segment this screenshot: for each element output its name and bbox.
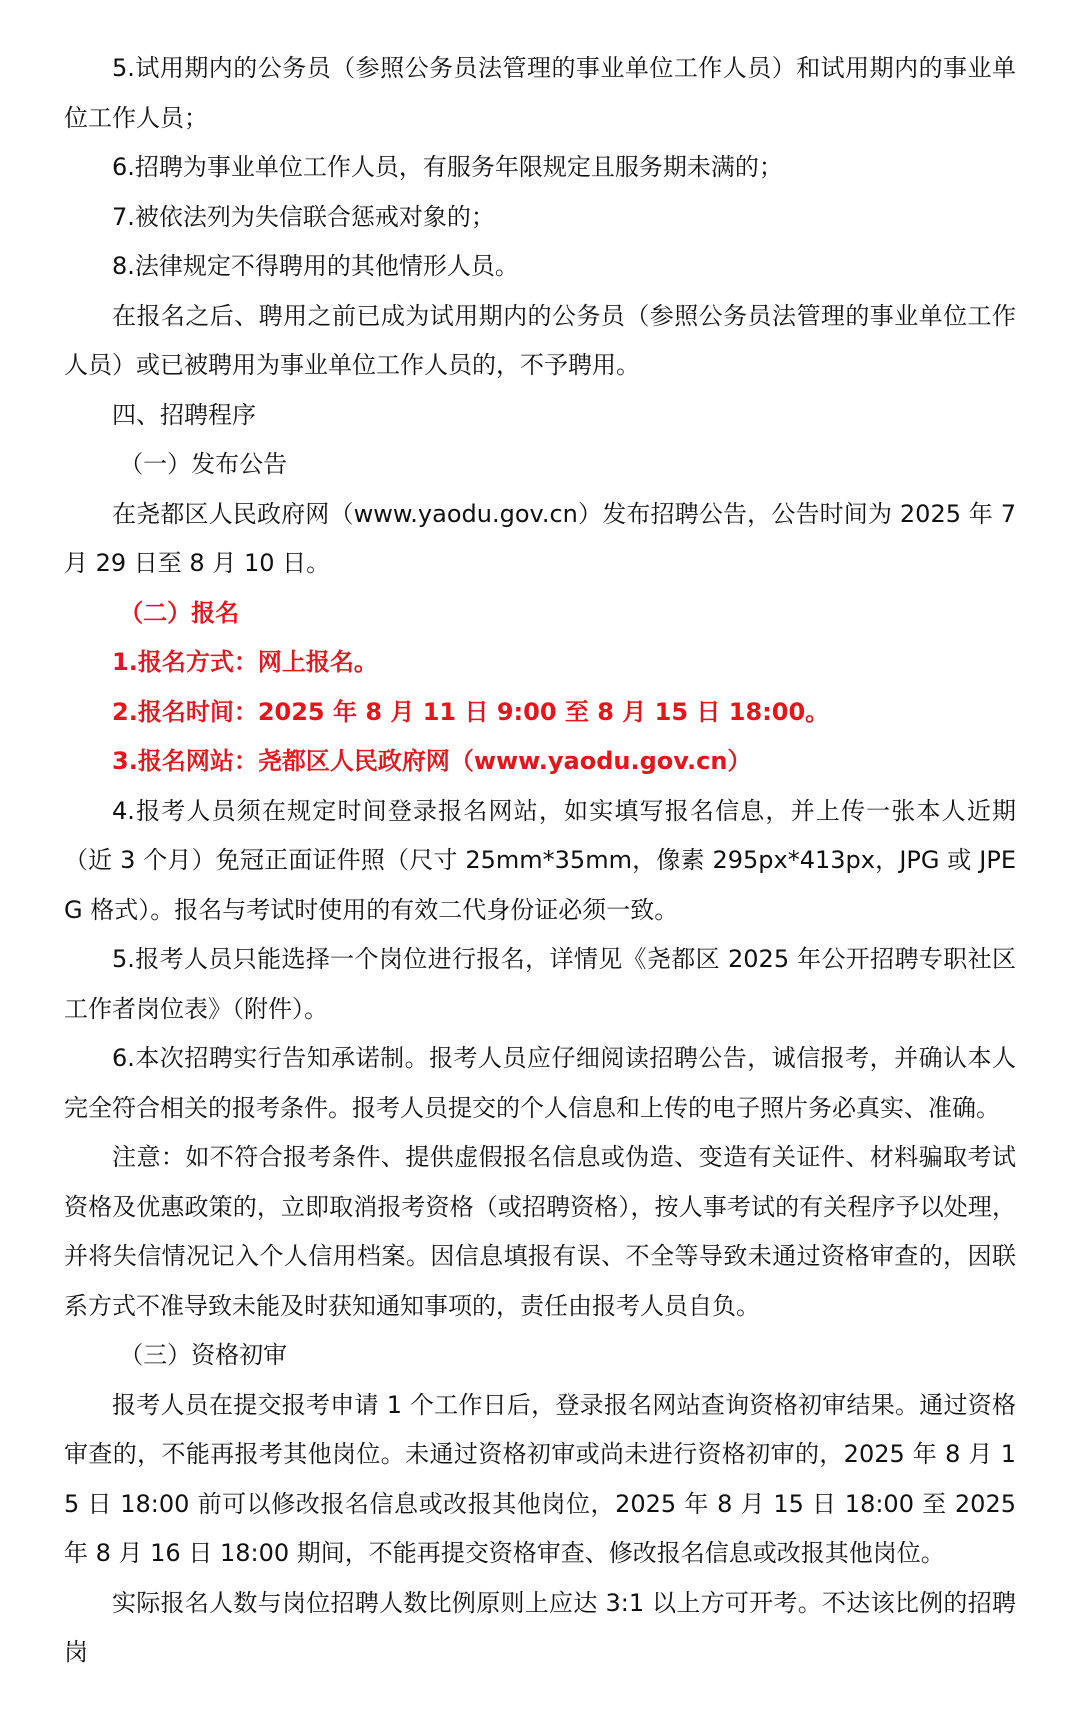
subheading-publish-announcement: （一）发布公告	[119, 450, 288, 478]
paragraph-registration-commitment: 6.本次招聘实行告知承诺制。报考人员应仔细阅读招聘公告，诚信报考，并确认本人完全符合相关的报考条件。报考人员提交的个人信息和上传的电子照片务必真实、准确。	[64, 1044, 1016, 1122]
paragraph-registration-one-post: 5.报考人员只能选择一个岗位进行报名，详情见《尧都区 2025 年公开招聘专职社区工作者岗位表》（附件）。	[64, 945, 1016, 1023]
subheading-qualification-review: （三）资格初审	[119, 1341, 288, 1369]
subheading-registration: （二）报名	[119, 598, 240, 627]
paragraph-applicant-ratio: 实际报名人数与岗位招聘人数比例原则上应达 3:1 以上方可开考。不达该比例的招聘岗	[64, 1588, 1016, 1666]
paragraph-item-7: 7.被依法列为失信联合惩戒对象的；	[112, 202, 495, 231]
paragraph-registration-website: 3.报名网站：尧都区人民政府网（www.yaodu.gov.cn）	[112, 747, 752, 775]
section-heading-recruitment-procedure: 四、招聘程序	[112, 400, 256, 429]
paragraph-item-5: 5.试用期内的公务员（参照公务员法管理的事业单位工作人员）和试用期内的事业单位工作人员；	[64, 54, 1016, 132]
paragraph-registration-method: 1.报名方式：网上报名。	[112, 648, 378, 676]
paragraph-note-before-hire: 在报名之后、聘用之前已成为试用期内的公务员（参照公务员法管理的事业单位工作人员）或已被聘用为事业单位工作人员的，不予聘用。	[64, 301, 1016, 379]
paragraph-item-6: 6.招聘为事业单位工作人员，有服务年限规定且服务期未满的；	[112, 153, 783, 181]
paragraph-qualification-review: 报考人员在提交报考申请 1 个工作日后，登录报名网站查询资格初审结果。通过资格审查的，不能再报考其他岗位。未通过资格初审或尚未进行资格初审的，2025 年 8 月 15 日 18:00 前可以修改报名信息或改报其他岗位，2025 年 8 月 15 日 18:00 至 2025 年 8 月 16 日 18:00 期间，不能再提交资格审查、修改报名信息或改报其他岗位。	[64, 1390, 1016, 1567]
paragraph-item-8: 8.法律规定不得聘用的其他情形人员。	[112, 252, 519, 280]
paragraph-registration-notice: 注意：如不符合报考条件、提供虚假报名信息或伪造、变造有关证件、材料骗取考试资格及优惠政策的，立即取消报考资格（或招聘资格），按人事考试的有关程序予以处理，并将失信情况记入个人信用档案。因信息填报有误、不全等导致未通过资格审查的，因联系方式不准导致未能及时获知通知事项的，责任由报考人员自负。	[64, 1143, 1016, 1320]
paragraph-registration-photo: 4.报考人员须在规定时间登录报名网站，如实填写报名信息，并上传一张本人近期（近 3 个月）免冠正面证件照（尺寸 25mm*35mm，像素 295px*413px，JPG 或 JPEG 格式）。报名与考试时使用的有效二代身份证必须一致。	[64, 796, 1016, 924]
paragraph-announcement-details: 在尧都区人民政府网（www.yaodu.gov.cn）发布招聘公告，公告时间为 2025 年 7 月 29 日至 8 月 10 日。	[64, 499, 1016, 577]
paragraph-registration-time: 2.报名时间：2025 年 8 月 11 日 9:00 至 8 月 15 日 18:00。	[112, 697, 830, 726]
